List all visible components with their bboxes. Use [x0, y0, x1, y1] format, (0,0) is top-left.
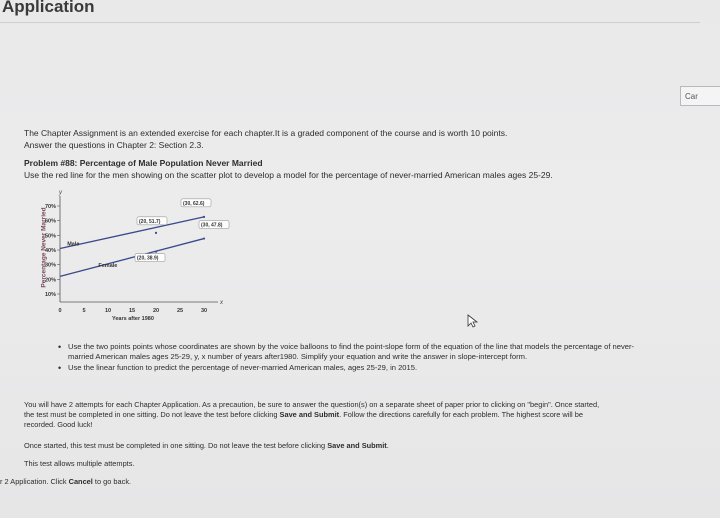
- series-label-male: Male: [67, 241, 80, 248]
- x-axis-label: Years after 1980: [112, 316, 154, 322]
- notice-text: the test must be completed in one sitting. Do not leave the test before clicking: [24, 410, 280, 419]
- title-bar: [0, 0, 700, 22]
- y-tick-label: 70%: [44, 204, 56, 210]
- notice-line-3: recorded. Good luck!: [24, 420, 93, 429]
- header-divider: [0, 22, 700, 23]
- notice-text: . Follow the directions carefully for each problem. The highest score will be: [339, 410, 583, 419]
- page-title: Application: [2, 0, 95, 16]
- y-tick-label: 40%: [44, 248, 56, 254]
- cursor-icon: [466, 314, 480, 328]
- save-submit-text: Save and Submit: [327, 441, 387, 450]
- notice-line-1: You will have 2 attempts for each Chapter Application. As a precaution, be sure to answer the question(s) on a separate sheet of paper prior to clicking on "begin". Once started,: [24, 400, 600, 409]
- cancel-text: Cancel: [68, 477, 93, 486]
- chart-canvas: [18, 184, 223, 334]
- y-tick-label: 20%: [44, 277, 56, 284]
- x-tick-label: 15: [128, 308, 136, 314]
- notice-line-5: This test allows multiple attempts.: [24, 459, 135, 468]
- x-tick-label: 20: [152, 308, 160, 314]
- data-point: [155, 232, 157, 234]
- annotation-label: (30, 62.6): [183, 200, 205, 207]
- question-item-2: [58, 363, 690, 373]
- annotation-label: (20, 51.7): [139, 218, 161, 225]
- instruction-text: Use the red line for the men showing on the scatter plot to develop a model for the percentage of never-married American males ages 25-29.: [24, 170, 553, 180]
- x-axis-letter: x: [220, 300, 223, 306]
- x-tick-label: 25: [176, 308, 184, 314]
- x-tick-label: 10: [104, 308, 112, 314]
- save-submit-text: Save and Submit: [279, 410, 340, 419]
- notice-line-2: [24, 410, 690, 420]
- test-instructions: [0, 400, 690, 487]
- scatter-plot: [18, 184, 223, 334]
- notice-text: .: [386, 441, 389, 450]
- question-text-1b: married American males ages 25-29, y, x number of years after1980. Simplify your equation and write the answer in slope-intercept form.: [68, 352, 528, 361]
- x-tick-label: 30: [200, 308, 208, 314]
- y-axis-label: Percentage Never Married: [40, 207, 48, 288]
- notice-line-6: [0, 477, 690, 487]
- question-list: [58, 342, 690, 374]
- intro-line-1: The Chapter Assignment is an extended exercise for each chapter.It is a graded component of the course and is worth 10 points.: [24, 128, 508, 138]
- question-item-1: [58, 342, 690, 362]
- annotation-label: (20, 38.9): [137, 255, 159, 262]
- annotation-label: (30, 47.8): [201, 222, 223, 229]
- x-tick-label: 0: [58, 308, 62, 314]
- notice-line-4: [24, 441, 690, 451]
- intro-line-2: Answer the questions in Chapter 2: Section 2.3.: [24, 140, 204, 150]
- notice-text: to go back.: [92, 477, 132, 486]
- cancel-button[interactable]: Car: [680, 86, 720, 106]
- problem-title: Problem #88: Percentage of Male Population Never Married: [24, 158, 263, 168]
- question-text-1a: Use the two points points whose coordinates are shown by the voice balloons to find the point-slope form of the equation of the line that models the percentage of never-: [68, 342, 635, 351]
- series-label-female: Female: [98, 262, 118, 269]
- notice-text: Once started, this test must be completed in one sitting. Do not leave the test before clicking: [24, 441, 328, 450]
- y-tick-label: 30%: [44, 262, 56, 269]
- y-tick-label: 50%: [44, 233, 56, 240]
- x-tick-label: 5: [82, 308, 86, 314]
- notice-text: r 2 Application. Click: [0, 477, 69, 486]
- question-text-2: Use the linear function to predict the percentage of never-married American males, ages 25-29, in 2015.: [68, 363, 418, 372]
- data-point: [203, 237, 205, 239]
- data-point: [155, 251, 157, 253]
- y-tick-label: 10%: [44, 292, 56, 298]
- y-axis-letter: y: [59, 190, 62, 196]
- y-tick-label: 60%: [44, 218, 56, 225]
- data-point: [203, 216, 205, 218]
